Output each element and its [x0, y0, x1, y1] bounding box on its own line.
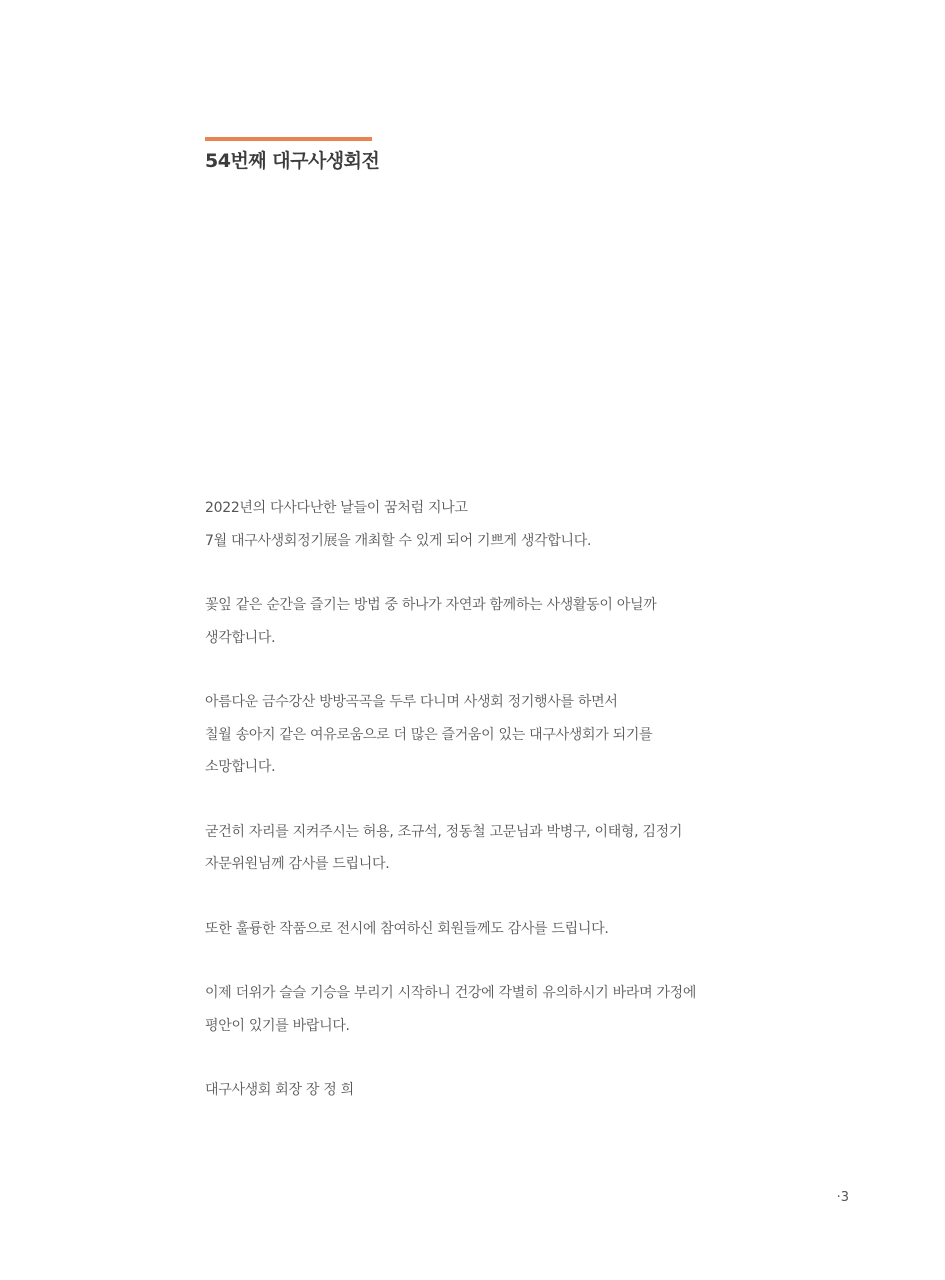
text-line: 굳건히 자리를 지켜주시는 허용, 조규석, 정동철 고문님과 박병구, 이태형, 김정기 [205, 823, 683, 840]
paragraph [205, 688, 765, 786]
text-line: 2022년의 다사다난한 날들이 꿈처럼 지나고 [205, 500, 468, 516]
paragraph [205, 915, 765, 948]
text-line: 생각합니다. [205, 629, 276, 646]
text-line: 또한 훌륭한 작품으로 전시에 참여하신 회원들께도 감사를 드립니다. [205, 920, 609, 937]
text-line: 이제 더위가 슬슬 기승을 부리기 시작하니 건강에 각별히 유의하시기 바라며 가정에 [205, 985, 697, 1001]
page-number: ·3 [836, 1190, 849, 1205]
text-line: 7월 대구사생회정기展을 개최할 수 있게 되어 기쁘게 생각합니다. [205, 532, 592, 549]
text-line: 꽃잎 같은 순간을 즐기는 방법 중 하나가 자연과 함께하는 사생활동이 아닐까 [205, 597, 657, 613]
paragraph [205, 591, 765, 656]
title-accent-rule [205, 137, 372, 141]
text-line: 칠월 송아지 같은 여유로움으로 더 많은 즐거움이 있는 대구사생회가 되기를 [205, 726, 653, 743]
text-line: 평안이 있기를 바랍니다. [205, 1017, 350, 1034]
paragraph [205, 494, 765, 559]
text-line: 소망합니다. [205, 759, 276, 775]
signature [205, 1076, 765, 1109]
page-title: 54번째 대구사생회전 [205, 150, 380, 172]
paragraph [205, 979, 765, 1044]
signature-line: 대구사생회 회장 장 정 희 [205, 1082, 354, 1098]
letter-body [205, 494, 765, 1109]
text-line: 자문위원님께 감사를 드립니다. [205, 856, 390, 872]
paragraph [205, 818, 765, 883]
text-line: 아름다운 금수강산 방방곡곡을 두루 다니며 사생회 정기행사를 하면서 [205, 694, 618, 710]
